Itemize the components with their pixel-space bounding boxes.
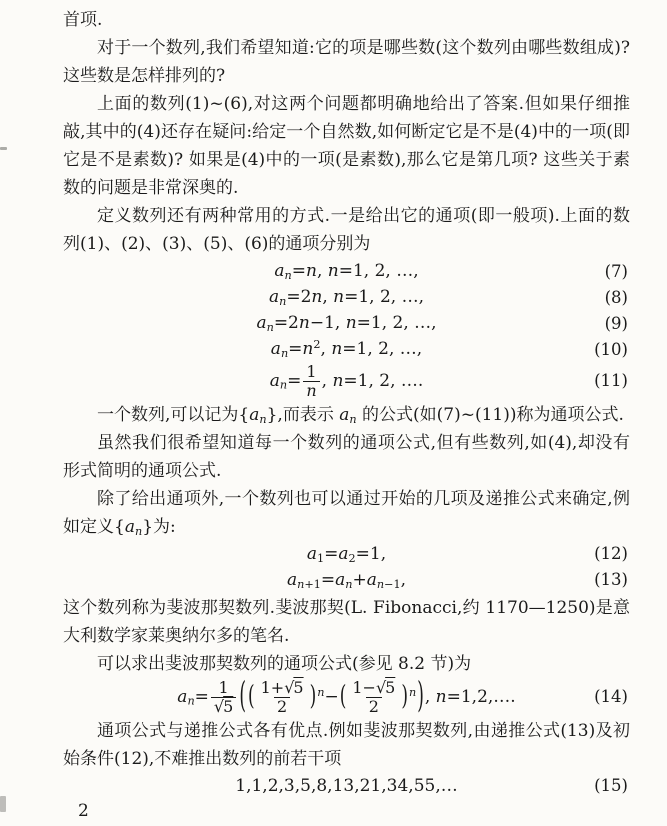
- paragraph: 首项.: [63, 10, 103, 30]
- equation-content: $a_{n+1}=a_n+a_{n-1}$,: [286, 569, 407, 591]
- equation: [63, 337, 630, 362]
- equation-content: $a_n=2n-1$, n=1, 2, …,: [256, 313, 437, 334]
- scan-artifact: [0, 147, 7, 150]
- equation: [63, 259, 630, 284]
- page-number: 2: [78, 801, 89, 821]
- equation: [63, 542, 630, 567]
- equation-number: (14): [594, 686, 628, 706]
- equation-content: $a_n=$ $\frac{1}{n}$ , n=1, 2, ….: [269, 362, 424, 400]
- paragraph: 上面的数列(1)~(6),对这两个问题都明确地给出了答案.但如果仔细推敲,其中的(4)还存在疑问:给定一个自然数,如何断定它是不是(4)中的一项(即它是不是素数)? 如果是(4)中的一项(是素数),那么它是第几项? 这些关于素数的问题是非常深奥的.: [63, 94, 630, 198]
- equation: [63, 285, 630, 310]
- equation-content: $a_1=a_2=1$,: [306, 543, 387, 565]
- paragraph: 这个数列称为斐波那契数列.斐波那契(L. Fibonacci,约 1170—1250)是意大利数学家莱奥纳尔多的笔名.: [63, 597, 630, 646]
- equation-number: (9): [604, 313, 628, 333]
- scan-artifact: [0, 796, 6, 812]
- equation-content: $a_n=$ $\frac{1}{√5}$ ( ( $\frac{1+√5}{2}$ )$^n$−( $\frac{1-√5}{2}$ )$^n$), n=1,2,….: [177, 675, 516, 718]
- equation-content: $a_n=n$, n=1, 2, …,: [274, 261, 419, 282]
- paragraph: 通项公式与递推公式各有优点.例如斐波那契数列,由递推公式(13)及初始条件(12),不难推出数列的前若干项: [63, 720, 630, 769]
- equation: [63, 568, 630, 593]
- equation: [63, 774, 630, 799]
- equation-number: (15): [594, 775, 628, 795]
- equation-content: $a_n=n^2$, n=1, 2, …,: [270, 337, 423, 360]
- equation-number: (10): [594, 339, 628, 359]
- equation-number: (11): [594, 371, 628, 391]
- paragraph: 虽然我们很希望知道每一个数列的通项公式,但有些数列,如(4),却没有形式简明的通项公式.: [63, 432, 630, 481]
- equation-number: (12): [594, 544, 628, 564]
- equation-content: 1,1,2,3,5,8,13,21,34,55,…: [235, 775, 458, 796]
- equation: [63, 311, 630, 336]
- equation-number: (7): [604, 261, 628, 281]
- page-body: [63, 6, 630, 799]
- equation-number: (13): [594, 570, 628, 590]
- paragraph: 可以求出斐波那契数列的通项公式(参见 8.2 节)为: [97, 653, 472, 674]
- equation: [63, 675, 630, 718]
- equation: [63, 363, 630, 400]
- paragraph: 定义数列还有两种常用的方式.一是给出它的通项(即一般项).上面的数列(1)、(2)、(3)、(5)、(6)的通项分别为: [63, 206, 630, 254]
- equation-content: $a_n=2n$, n=1, 2, …,: [268, 287, 425, 308]
- paragraph: 除了给出通项外,一个数列也可以通过开始的几项及递推公式来确定,例如定义$\{a_n\}$为:: [63, 488, 630, 538]
- paragraph: 一个数列,可以记为$\{a_n\}$,而表示 $a_n$ 的公式(如(7)~(11))称为通项公式.: [97, 404, 624, 426]
- paragraph: 对于一个数列,我们希望知道:它的项是哪些数(这个数列由哪些数组成)? 这些数是怎样排列的?: [63, 38, 630, 86]
- equation-number: (8): [604, 287, 628, 307]
